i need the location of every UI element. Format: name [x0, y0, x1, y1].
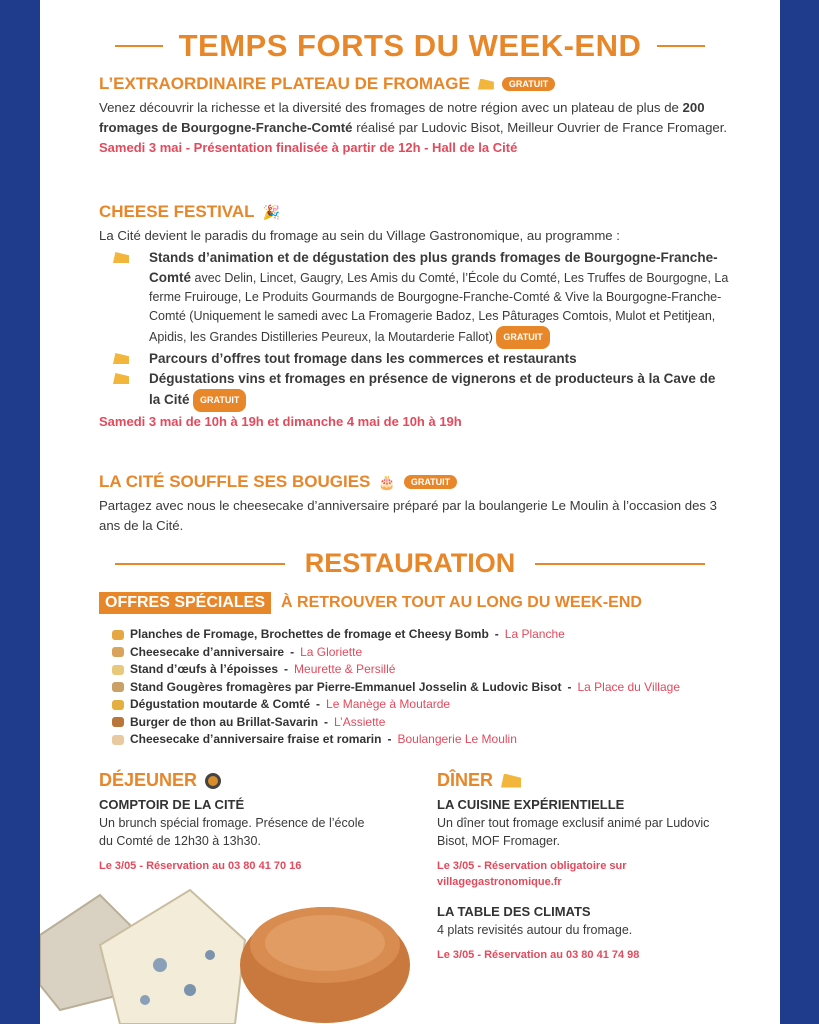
- dejeuner-text: Un brunch spécial fromage. Présence de l’école du Comté de 12h30 à 13h30.: [99, 816, 365, 848]
- diner-text-1: Un dîner tout fromage exclusif animé par Ludovic Bisot, MOF Fromager.: [437, 816, 710, 848]
- dejeuner-venue: COMPTOIR DE LA CITÉ: [99, 797, 245, 812]
- section-bougies: [99, 472, 729, 536]
- list-item: Stands d’animation et de dégustation des plus grands fromages de Bourgogne-Franche-Comté avec Delin, Lincet, Gaugry, Les Amis du Comté, l’École du Comté, Les Truffes de Bourgogne, La ferme Fruirouge, Le Produits Gourmands de Bourgogne-Franche-Comté & Vive la Bourgogne-Franche-Comté (Uniquement le samedi avec La Fromagerie Badoz, Les Pâturages Comtois, Mulot et Petitjean, Apidis, les Grandes Distilleries Peureux, la Moutarderie Fallot) GRATUIT: [99, 248, 729, 349]
- food-icon: [112, 700, 124, 710]
- cheese-photo: [40, 885, 410, 1024]
- diner-reservation-2: Le 3/05 - Réservation au 03 80 41 74 98: [437, 949, 640, 961]
- section-festival: [99, 202, 729, 429]
- list-item: Dégustations vins et fromages en présence de vignerons et de producteurs à la Cave de la Cité GRATUIT: [99, 369, 729, 412]
- rest-line-left: [115, 563, 285, 565]
- rest-line-right: [535, 563, 705, 565]
- offres-box: OFFRES SPÉCIALES: [99, 592, 271, 614]
- party-popper-icon: 🎉: [262, 203, 280, 220]
- main-title-bar: [40, 28, 780, 64]
- festival-intro: La Cité devient le paradis du fromage au sein du Village Gastronomique, au programme :: [99, 228, 620, 243]
- plateau-when: Samedi 3 mai - Présentation finalisée à partir de 12h - Hall de la Cité: [99, 140, 518, 155]
- list-item: Cheesecake d’anniversaire - La Gloriette: [112, 644, 680, 662]
- offres-list: [112, 626, 680, 749]
- festival-when: Samedi 3 mai de 10h à 19h et dimanche 4 mai de 10h à 19h: [99, 414, 462, 429]
- list-item: Stand d’œufs à l’époisses - Meurette & Persillé: [112, 661, 680, 679]
- offres-text: À RETROUVER TOUT AU LONG DU WEEK-END: [281, 594, 642, 611]
- list-item: Stand Gougères fromagères par Pierre-Emmanuel Josselin & Ludovic Bisot - La Place du Village: [112, 679, 680, 697]
- food-icon: [112, 630, 124, 640]
- list-item: Cheesecake d’anniversaire fraise et romarin - Boulangerie Le Moulin: [112, 731, 680, 749]
- free-badge: GRATUIT: [193, 389, 246, 412]
- diner-heading: DÎNER: [437, 770, 494, 790]
- food-icon: [112, 665, 124, 675]
- free-badge: GRATUIT: [502, 77, 555, 91]
- food-icon: [112, 682, 124, 692]
- section-plateau: [99, 74, 729, 155]
- festival-heading: CHEESE FESTIVAL: [99, 202, 255, 221]
- plateau-heading: L’EXTRAORDINAIRE PLATEAU DE FROMAGE: [99, 74, 470, 93]
- birthday-cake-icon: 🎂: [378, 473, 396, 490]
- diner-venue-1: LA CUISINE EXPÉRIENTIELLE: [437, 797, 625, 812]
- cheese-icon: [113, 252, 129, 263]
- diner-column: [437, 770, 717, 963]
- restauration-title: RESTAURATION: [304, 548, 516, 578]
- list-item: Dégustation moutarde & Comté - Le Manège à Moutarde: [112, 696, 680, 714]
- list-item: Planches de Fromage, Brochettes de fromage et Cheesy Bomb - La Planche: [112, 626, 680, 644]
- cheese-icon: [478, 79, 494, 90]
- title-line-left: [115, 45, 163, 47]
- offres-banner: [99, 592, 642, 614]
- cheese-icon: [113, 353, 129, 364]
- diner-reservation-1: Le 3/05 - Réservation obligatoire sur villagegastronomique.fr: [437, 860, 627, 888]
- plateau-text: Venez découvrir la richesse et la diversité des fromages de notre région avec un plateau de plus de 200 fromages de Bourgogne-Franche-Comté réalisé par Ludovic Bisot, Meilleur Ouvrier de France Fromager.: [99, 100, 728, 135]
- cheese-icon: [501, 774, 521, 788]
- food-icon: [112, 735, 124, 745]
- title-line-right: [657, 45, 705, 47]
- free-badge: GRATUIT: [496, 326, 549, 349]
- cheese-icon: [113, 373, 129, 384]
- dejeuner-column: [99, 770, 379, 874]
- diner-venue-2: LA TABLE DES CLIMATS: [437, 904, 591, 919]
- dejeuner-reservation: Le 3/05 - Réservation au 03 80 41 70 16: [99, 860, 302, 872]
- food-icon: [112, 647, 124, 657]
- list-item: Parcours d’offres tout fromage dans les commerces et restaurants: [99, 349, 729, 369]
- free-badge: GRATUIT: [404, 475, 457, 489]
- dejeuner-heading: DÉJEUNER: [99, 770, 198, 790]
- festival-list: [99, 248, 729, 412]
- diner-text-2: 4 plats revisités autour du fromage.: [437, 923, 633, 937]
- plate-icon: [205, 773, 221, 789]
- bougies-heading: LA CITÉ SOUFFLE SES BOUGIES: [99, 472, 371, 491]
- bougies-text: Partagez avec nous le cheesecake d’anniversaire préparé par la boulangerie Le Moulin à l’occasion des 3 ans de la Cité.: [99, 498, 717, 533]
- page: [40, 0, 780, 1024]
- food-icon: [112, 717, 124, 727]
- main-title: TEMPS FORTS DU WEEK-END: [178, 28, 642, 63]
- restauration-title-bar: [40, 548, 780, 579]
- list-item: Burger de thon au Brillat-Savarin - L’Assiette: [112, 714, 680, 732]
